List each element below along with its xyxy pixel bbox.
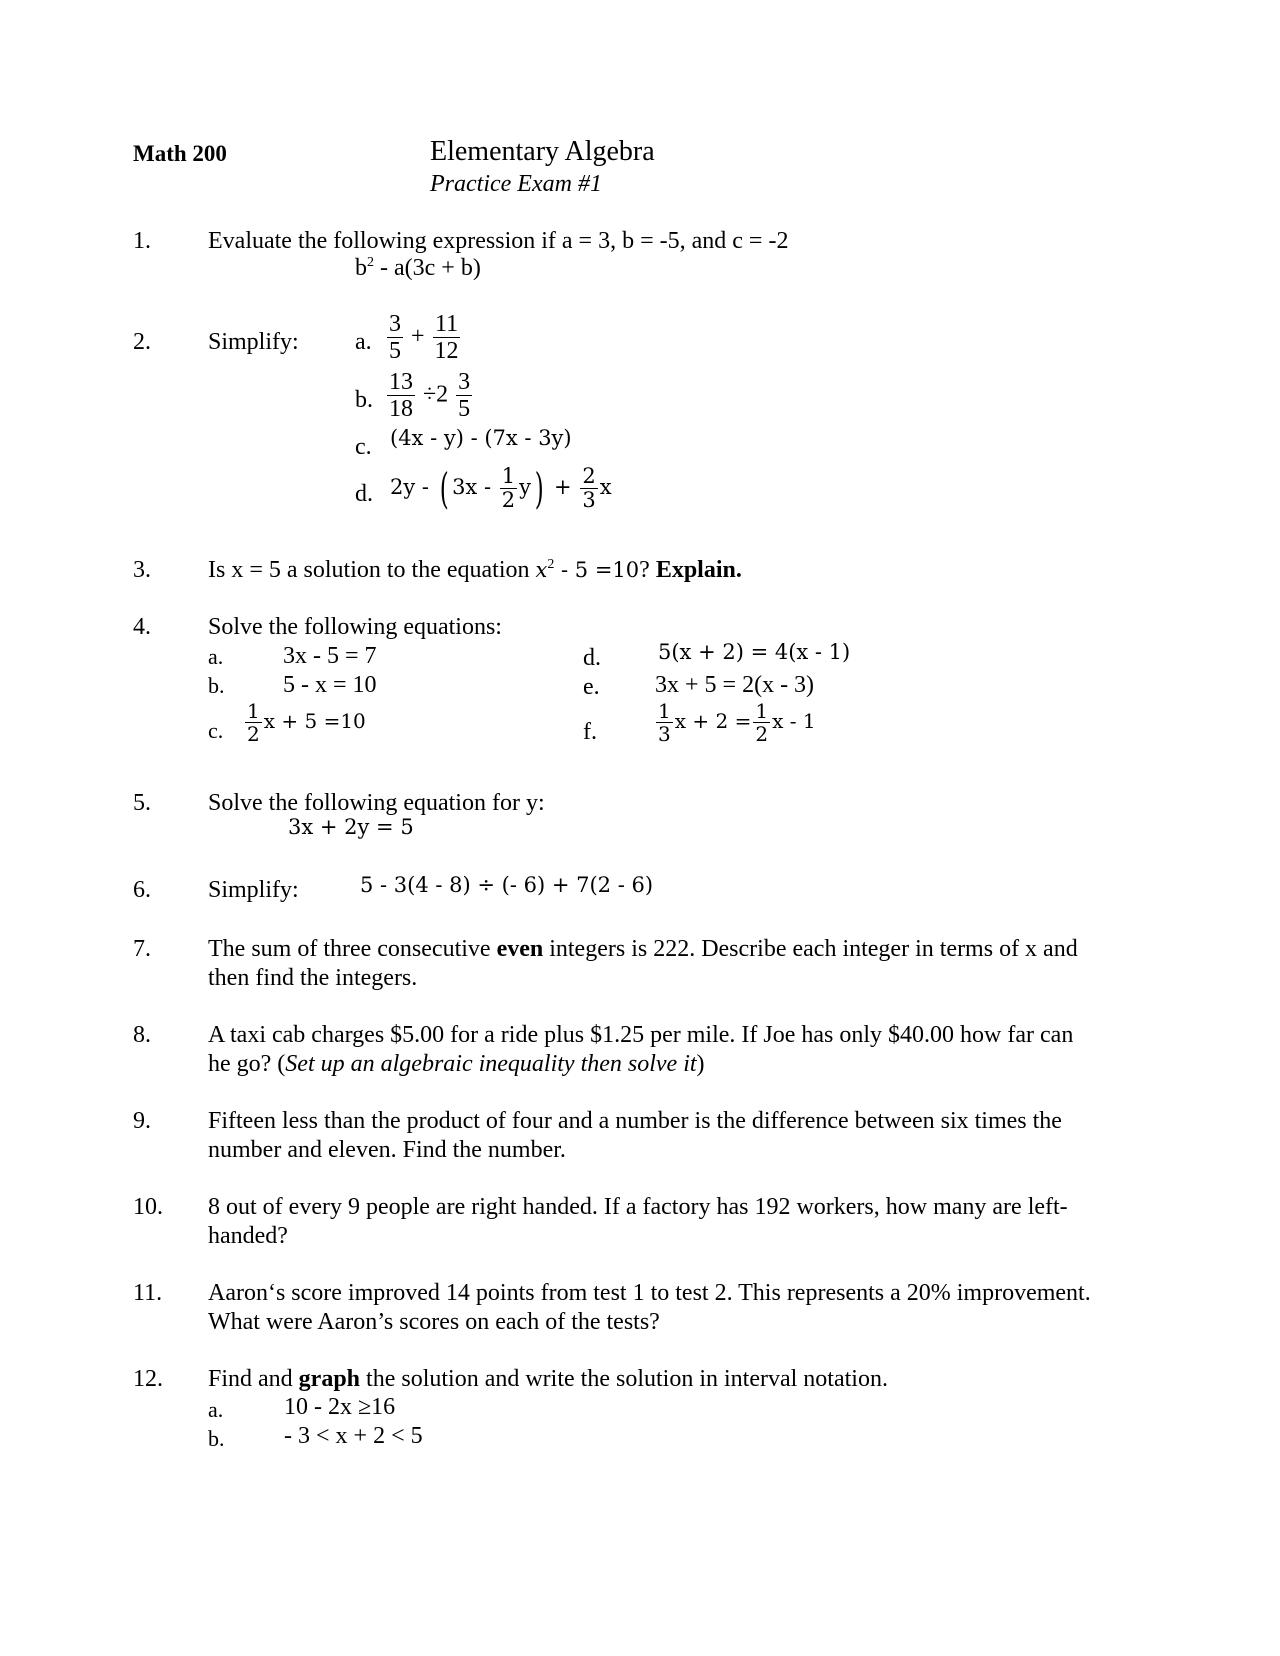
question-text: handed? <box>208 1223 288 1249</box>
equation-exp: 2 <box>547 557 555 572</box>
fraction: $\frac{1}{2}$ <box>755 699 769 746</box>
question-text <box>208 1367 888 1391</box>
expr-part: 2y - <box>390 475 436 500</box>
inequality: - 3 < x + 2 < 5 <box>284 1423 423 1449</box>
question-number: 5. <box>133 790 151 816</box>
question-text: What were Aaron’s scores on each of the tests? <box>208 1309 660 1335</box>
expr-base: b <box>355 255 367 281</box>
fraction: $\frac{1}{2}$ <box>501 464 516 513</box>
expr-part: y <box>519 475 531 500</box>
item-letter: a. <box>208 644 224 669</box>
equation: 5(x + 2) = 4(x - 1) <box>658 640 851 664</box>
item-letter: c. <box>355 434 372 460</box>
text-part: The sum of three consecutive <box>208 936 497 962</box>
page-title: Elementary Algebra <box>430 136 655 167</box>
item-letter: b. <box>208 673 225 698</box>
page-subtitle: Practice Exam #1 <box>430 171 602 197</box>
question-text: then find the integers. <box>208 965 418 991</box>
course-label: Math 200 <box>133 141 227 166</box>
question-text: Fifteen less than the product of four and a number is the difference between six times the <box>208 1108 1062 1134</box>
question-text: Aaron‘s score improved 14 points from test 1 to test 2. This represents a 20% improvement. <box>208 1280 1091 1306</box>
question-text <box>208 558 742 582</box>
item-letter: c. <box>208 718 224 743</box>
text-part: Is x = 5 a solution to the equation <box>208 557 536 583</box>
question-number: 1. <box>133 228 151 254</box>
expression <box>385 369 474 423</box>
fraction: $\frac{11}{12}$ <box>434 311 459 365</box>
question-number: 12. <box>133 1366 163 1392</box>
expr-part: x + 2 = <box>674 709 752 733</box>
operator: + <box>411 323 425 350</box>
instruction: Set up an algebraic inequality then solve it <box>285 1051 697 1077</box>
emphasis: graph <box>298 1366 361 1392</box>
text-part: ) <box>696 1051 705 1077</box>
emphasis: even <box>496 936 544 962</box>
expression: (4x - y) - (7x - 3y) <box>390 426 572 450</box>
item-letter: d. <box>583 645 601 671</box>
question-text: Solve the following equation for y: <box>208 790 545 816</box>
expr-rest: - a(3c + b) <box>374 255 481 281</box>
question-text: number and eleven. Find the number. <box>208 1137 566 1163</box>
question-number: 2. <box>133 329 151 355</box>
equation: 3x + 2y = 5 <box>288 815 414 839</box>
expr-part: x <box>599 475 612 500</box>
expr-part: x - 1 <box>772 709 816 733</box>
question-text <box>208 1052 705 1076</box>
item-letter: f. <box>583 719 597 745</box>
question-number: 8. <box>133 1022 151 1048</box>
equation: 3x - 5 = 7 <box>283 643 377 669</box>
question-text: Solve the following equations: <box>208 614 502 640</box>
item-letter: a. <box>208 1397 224 1422</box>
text-part: he go? ( <box>208 1051 286 1077</box>
question-label: Simplify: <box>208 877 299 903</box>
explain-label: Explain. <box>655 557 742 583</box>
question-number: 6. <box>133 877 151 903</box>
expression: 2y - ( 3x - $\frac{1}{2}$ y) + $\frac{2}{3}$ x <box>390 463 612 513</box>
expr-exponent: 2 <box>367 255 374 270</box>
question-number: 9. <box>133 1108 151 1134</box>
fraction: $\frac{1}{3}$ <box>658 699 671 746</box>
expression <box>355 256 481 280</box>
text-part: the solution and write the solution in interval notation. <box>360 1366 888 1392</box>
item-letter: e. <box>583 674 600 700</box>
question-number: 10. <box>133 1194 163 1220</box>
expr-part: x + 5 =10 <box>263 709 366 733</box>
expr-part: 3x - <box>452 475 498 500</box>
fraction: $\frac{3}{5}$ <box>389 311 401 365</box>
item-letter: a. <box>355 329 372 355</box>
fraction: $\frac{3}{5}$ <box>458 369 471 423</box>
item-letter: b. <box>355 387 373 413</box>
fraction: $\frac{2}{3}$ <box>582 464 596 513</box>
fraction: $\frac{13}{18}$ <box>389 369 413 423</box>
question-label: Simplify: <box>208 329 299 355</box>
question-number: 4. <box>133 614 151 640</box>
inequality: 10 - 2x ≥16 <box>284 1394 396 1420</box>
item-letter: d. <box>355 481 373 507</box>
question-text <box>208 937 1078 961</box>
expression: 5 - 3(4 - 8) ÷ (- 6) + 7(2 - 6) <box>360 873 654 897</box>
text-part: integers is 222. Describe each integer in terms of x and <box>543 936 1078 962</box>
question-text: 8 out of every 9 people are right handed. If a factory has 192 workers, how many are left- <box>208 1194 1068 1220</box>
fraction: $\frac{1}{2}$ <box>247 699 260 746</box>
equation <box>654 700 816 745</box>
question-text: A taxi cab charges $5.00 for a ride plus $1.25 per mile. If Joe has only $40.00 how far can <box>208 1022 1074 1048</box>
operator: ÷2 <box>423 381 449 408</box>
equation <box>243 700 366 745</box>
question-number: 11. <box>133 1280 163 1306</box>
equation-rest: - 5 =10 <box>554 558 640 582</box>
question-number: 3. <box>133 557 151 583</box>
question-text: Evaluate the following expression if a = 3, b = -5, and c = -2 <box>208 228 789 254</box>
equation: 5 - x = 10 <box>283 672 377 698</box>
question-number: 7. <box>133 936 151 962</box>
text-part: Find and <box>208 1366 299 1392</box>
equation-var: x <box>535 558 548 582</box>
operator: + <box>554 475 572 500</box>
item-letter: b. <box>208 1426 225 1451</box>
expression <box>385 311 463 365</box>
equation: 3x + 5 = 2(x - 3) <box>655 672 815 698</box>
text-part: ? <box>639 557 656 583</box>
